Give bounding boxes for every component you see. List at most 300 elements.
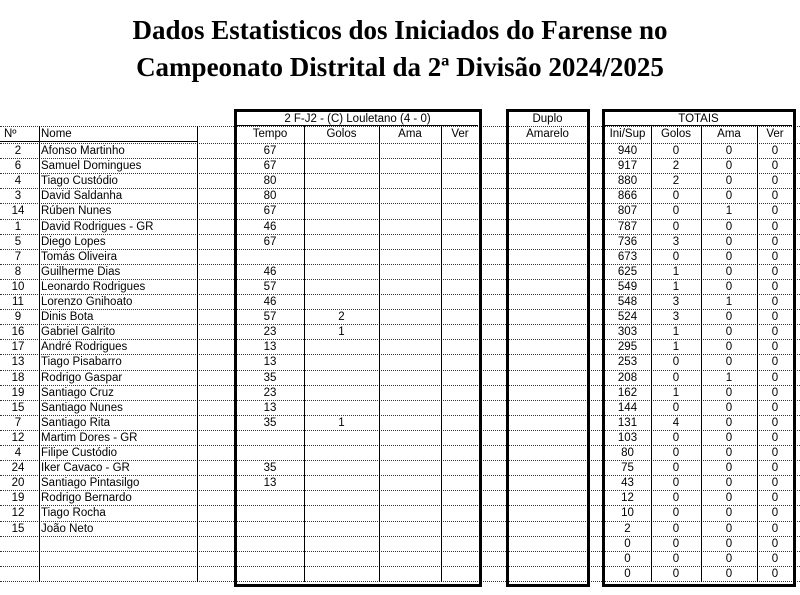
player-name: João Neto — [41, 522, 94, 535]
ama-value — [380, 280, 440, 295]
ama-value — [380, 310, 440, 325]
totais-box-right — [793, 109, 796, 584]
ama-value — [380, 340, 440, 355]
tempo-value: 67 — [263, 235, 277, 248]
ama-value — [380, 174, 440, 189]
row-number — [4, 567, 32, 582]
player-name: Tomás Oliveira — [41, 250, 118, 263]
duplo-box-left — [506, 109, 509, 584]
row-separator — [0, 460, 800, 461]
ama-value — [380, 159, 440, 174]
col-divider — [441, 126, 442, 582]
total-ama: 0 — [725, 386, 733, 399]
ver-value — [442, 461, 478, 476]
total-ini-sup: 131 — [617, 416, 638, 429]
duplo-header-2: Amarelo — [526, 128, 569, 140]
player-name: Diego Lopes — [41, 235, 106, 248]
total-golos: 4 — [672, 416, 680, 429]
total-golos: 1 — [672, 265, 680, 278]
total-golos: 3 — [672, 235, 680, 248]
total-ini-sup: 917 — [617, 160, 638, 173]
player-name: Tiago Rocha — [41, 507, 106, 520]
totais-box-bottom — [602, 584, 796, 587]
ver-value — [442, 416, 478, 431]
total-ini-sup: 43 — [621, 477, 634, 490]
row-separator — [0, 415, 800, 416]
total-ver: 0 — [771, 507, 779, 520]
golos-value: 1 — [338, 326, 345, 339]
total-ama: 0 — [725, 311, 733, 324]
total-golos: 0 — [672, 507, 680, 520]
total-ini-sup: 103 — [617, 431, 638, 444]
player-name: Rúben Nunes — [41, 205, 112, 218]
duplo-header-1: Duplo — [532, 113, 563, 125]
header-rule — [0, 141, 198, 142]
total-golos: 0 — [672, 537, 680, 550]
row-number: 1 — [14, 220, 22, 233]
total-ama: 1 — [725, 205, 733, 218]
match-box-bottom — [234, 584, 482, 587]
ver-value — [442, 310, 478, 325]
totais-box-left — [602, 109, 605, 584]
total-ini-sup: 548 — [617, 296, 638, 308]
golos-value: 1 — [338, 416, 345, 429]
golos-value — [305, 355, 378, 370]
row-number: 14 — [11, 205, 25, 218]
total-ver: 0 — [771, 477, 779, 490]
golos-value — [305, 159, 378, 174]
total-ver: 0 — [771, 341, 779, 354]
tempo-value: 13 — [263, 477, 277, 490]
row-separator — [0, 521, 800, 522]
player-name: Rodrigo Bernardo — [41, 492, 132, 505]
ama-value — [380, 401, 440, 416]
row-number — [4, 552, 32, 567]
ver-value — [442, 204, 478, 219]
total-ama: 0 — [725, 416, 733, 429]
golos-value — [305, 295, 378, 310]
total-golos: 0 — [672, 250, 680, 263]
golos-value — [305, 204, 378, 219]
row-number: 19 — [11, 492, 25, 505]
row-separator — [0, 551, 800, 552]
ver-value — [442, 506, 478, 521]
total-ver: 0 — [771, 296, 779, 308]
total-golos: 0 — [672, 447, 680, 459]
golos-value — [305, 250, 378, 265]
ver-value — [442, 371, 478, 386]
total-ini-sup: 12 — [621, 492, 634, 505]
player-name: Filipe Custódio — [41, 447, 118, 459]
tempo-value: 35 — [263, 416, 277, 429]
total-golos: 0 — [672, 145, 680, 157]
total-ver: 0 — [771, 567, 779, 580]
total-golos: 1 — [672, 386, 680, 399]
total-ini-sup: 524 — [617, 311, 638, 324]
header-total-golos: Golos — [660, 128, 692, 140]
total-ini-sup: 787 — [617, 220, 638, 233]
golos-value — [305, 280, 378, 295]
ver-value — [442, 280, 478, 295]
total-ini-sup: 75 — [621, 462, 634, 475]
row-separator — [0, 536, 800, 537]
tempo-value: 35 — [263, 371, 277, 384]
total-ini-sup: 253 — [617, 356, 638, 369]
col-divider — [197, 126, 198, 582]
ver-value — [442, 552, 478, 567]
col-divider — [379, 126, 380, 582]
player-name: David Saldanha — [41, 190, 123, 203]
match-box-top — [234, 109, 482, 112]
total-ini-sup: 10 — [621, 507, 634, 520]
ver-value — [442, 189, 478, 204]
row-separator — [0, 385, 800, 386]
total-ama: 0 — [725, 175, 733, 188]
ama-value — [380, 325, 440, 340]
row-number: 6 — [14, 160, 22, 173]
total-golos: 0 — [672, 220, 680, 233]
row-separator — [0, 203, 800, 204]
tempo-value — [237, 250, 303, 265]
row-separator — [0, 279, 800, 280]
tempo-value: 80 — [263, 190, 277, 203]
total-golos: 0 — [672, 190, 680, 203]
tempo-value: 13 — [263, 356, 277, 369]
total-ama: 0 — [725, 341, 733, 354]
total-golos: 1 — [672, 280, 680, 293]
tempo-value: 23 — [263, 386, 277, 399]
player-name: Santiago Cruz — [41, 386, 114, 399]
row-separator — [0, 249, 800, 250]
total-ama: 0 — [725, 280, 733, 293]
ver-value — [442, 144, 478, 159]
total-ver: 0 — [771, 205, 779, 218]
total-ver: 0 — [771, 386, 779, 399]
row-number: 11 — [12, 296, 24, 308]
ver-value — [442, 537, 478, 552]
golos-value — [305, 461, 378, 476]
col-divider — [701, 126, 702, 582]
col-divider — [304, 126, 305, 582]
golos-value — [305, 446, 378, 461]
total-ama: 0 — [725, 567, 733, 580]
player-name — [41, 567, 195, 582]
tempo-value: 67 — [263, 145, 277, 157]
header-num: Nº — [4, 128, 17, 140]
row-separator — [0, 400, 800, 401]
golos-value — [305, 431, 378, 446]
total-ini-sup: 162 — [617, 386, 638, 399]
player-name: Martim Dores - GR — [41, 431, 138, 444]
ama-value — [380, 476, 440, 491]
player-name — [41, 552, 195, 567]
golos-value — [305, 174, 378, 189]
row-separator — [0, 219, 800, 220]
total-ver: 0 — [771, 447, 779, 459]
golos-value — [305, 491, 378, 506]
ama-value — [380, 144, 440, 159]
row-separator — [0, 354, 800, 355]
total-ama: 0 — [725, 220, 733, 233]
player-name: Santiago Rita — [41, 416, 111, 429]
tempo-value — [237, 431, 303, 446]
total-ver: 0 — [771, 265, 779, 278]
ver-value — [442, 174, 478, 189]
ama-value — [380, 416, 440, 431]
header-rule — [605, 125, 792, 126]
ama-value — [380, 522, 440, 537]
total-ver: 0 — [771, 401, 779, 414]
totais-box-top — [602, 109, 796, 112]
total-ver: 0 — [771, 552, 779, 565]
total-ver: 0 — [771, 145, 779, 157]
golos-value — [305, 220, 378, 235]
header-ver: Ver — [451, 128, 469, 140]
golos-value — [305, 476, 378, 491]
tempo-value: 57 — [263, 311, 277, 324]
duplo-box-top — [506, 109, 590, 112]
ama-value — [380, 355, 440, 370]
total-ver: 0 — [771, 431, 779, 444]
total-ver: 0 — [771, 250, 779, 263]
ver-value — [442, 386, 478, 401]
row-number: 24 — [11, 462, 25, 475]
row-number: 9 — [14, 311, 22, 324]
row-separator — [0, 264, 800, 265]
golos-value: 2 — [338, 311, 345, 324]
row-separator — [0, 188, 800, 189]
ver-value — [442, 431, 478, 446]
total-ama: 0 — [725, 477, 733, 490]
row-number: 3 — [14, 190, 22, 203]
player-name: Lorenzo Gnihoato — [41, 296, 133, 308]
ver-value — [442, 295, 478, 310]
duplo-box-right — [587, 109, 590, 584]
page-title-line-2: Campeonato Distrital da 2ª Divisão 2024/2025 — [136, 52, 664, 82]
player-name: Dinis Bota — [41, 311, 94, 324]
total-golos: 3 — [672, 311, 680, 324]
ama-value — [380, 461, 440, 476]
row-separator — [0, 370, 800, 371]
total-golos: 0 — [672, 477, 680, 490]
player-name: Santiago Nunes — [41, 401, 123, 414]
total-ver: 0 — [771, 311, 779, 324]
row-separator — [0, 324, 800, 325]
col-divider — [651, 126, 652, 582]
total-ama: 0 — [725, 537, 733, 550]
total-ver: 0 — [771, 522, 779, 535]
total-ini-sup: 0 — [624, 567, 631, 580]
row-number: 13 — [11, 356, 25, 369]
ama-value — [380, 537, 440, 552]
ama-value — [380, 506, 440, 521]
total-ama: 0 — [725, 522, 733, 535]
player-name: Afonso Martinho — [41, 145, 125, 157]
tempo-value: 46 — [263, 220, 277, 233]
row-separator — [0, 430, 800, 431]
total-ini-sup: 2 — [624, 522, 631, 535]
header-tempo: Tempo — [252, 128, 288, 140]
total-ver: 0 — [771, 160, 779, 173]
tempo-value — [237, 567, 303, 582]
total-golos: 0 — [672, 567, 680, 580]
total-ama: 0 — [725, 190, 733, 203]
row-number: 17 — [11, 341, 25, 354]
header-total-ver: Ver — [766, 128, 784, 140]
tempo-value: 57 — [263, 280, 277, 293]
match-header: 2 F-J2 - (C) Louletano (4 - 0) — [284, 113, 431, 125]
ama-value — [380, 235, 440, 250]
tempo-value — [237, 491, 303, 506]
total-ini-sup: 295 — [617, 341, 638, 354]
row-number: 15 — [11, 401, 25, 414]
total-ama: 1 — [725, 371, 733, 384]
row-number: 20 — [11, 477, 25, 490]
total-ini-sup: 807 — [617, 205, 638, 218]
total-ver: 0 — [771, 462, 779, 475]
player-name — [41, 537, 195, 552]
golos-value — [305, 537, 378, 552]
ama-value — [380, 552, 440, 567]
header-ama: Ama — [398, 128, 422, 140]
row-separator — [0, 143, 800, 144]
ver-value — [442, 567, 478, 582]
ver-value — [442, 159, 478, 174]
ver-value — [442, 355, 478, 370]
row-number: 5 — [14, 235, 22, 248]
ama-value — [380, 204, 440, 219]
ama-value — [380, 386, 440, 401]
golos-value — [305, 522, 378, 537]
header-total-ama: Ama — [717, 128, 741, 140]
total-ver: 0 — [771, 175, 779, 188]
ama-value — [380, 371, 440, 386]
total-ver: 0 — [771, 537, 779, 550]
golos-value — [305, 340, 378, 355]
total-ama: 0 — [725, 235, 733, 248]
golos-value — [305, 371, 378, 386]
total-ver: 0 — [771, 492, 779, 505]
duplo-box-bottom — [506, 584, 590, 587]
ama-value — [380, 189, 440, 204]
tempo-value — [237, 446, 303, 461]
row-number: 12 — [11, 507, 25, 520]
row-separator — [0, 158, 800, 159]
total-ama: 0 — [725, 447, 733, 459]
golos-value — [305, 552, 378, 567]
total-golos: 0 — [672, 401, 680, 414]
tempo-value: 46 — [263, 265, 277, 278]
total-ama: 0 — [725, 492, 733, 505]
tempo-value: 35 — [263, 462, 277, 475]
golos-value — [305, 506, 378, 521]
ama-value — [380, 250, 440, 265]
header-golos: Golos — [326, 128, 357, 140]
ama-value — [380, 446, 440, 461]
total-ini-sup: 736 — [617, 235, 638, 248]
row-separator — [0, 309, 800, 310]
row-number: 12 — [11, 431, 25, 444]
total-ama: 0 — [725, 507, 733, 520]
page-title-line-1: Dados Estatisticos dos Iniciados do Farense no — [132, 15, 668, 45]
tempo-value: 23 — [263, 326, 277, 339]
total-golos: 2 — [672, 175, 680, 188]
match-box-right — [479, 109, 482, 584]
player-name: Santiago Pintasilgo — [41, 477, 140, 490]
total-ver: 0 — [771, 235, 779, 248]
total-ini-sup: 625 — [617, 265, 638, 278]
row-number: 10 — [11, 280, 25, 293]
tempo-value: 13 — [263, 341, 277, 354]
total-ver: 0 — [771, 356, 779, 369]
total-ama: 0 — [725, 431, 733, 444]
tempo-value — [237, 506, 303, 521]
tempo-value — [237, 537, 303, 552]
golos-value — [305, 386, 378, 401]
golos-value — [305, 567, 378, 582]
total-ama: 0 — [725, 462, 733, 475]
total-ini-sup: 144 — [617, 401, 638, 414]
header-ini-sup: Ini/Sup — [609, 128, 646, 140]
ama-value — [380, 265, 440, 280]
ver-value — [442, 491, 478, 506]
ama-value — [380, 295, 440, 310]
row-separator — [0, 475, 800, 476]
tempo-value: 80 — [263, 175, 277, 188]
row-separator — [0, 505, 800, 506]
golos-value — [305, 189, 378, 204]
total-ver: 0 — [771, 220, 779, 233]
total-ver: 0 — [771, 416, 779, 429]
tempo-value: 67 — [263, 205, 277, 218]
total-golos: 0 — [672, 462, 680, 475]
ver-value — [442, 220, 478, 235]
ver-value — [442, 401, 478, 416]
row-number — [4, 537, 32, 552]
player-name: David Rodrigues - GR — [41, 220, 154, 233]
total-ver: 0 — [771, 280, 779, 293]
row-separator — [0, 234, 800, 235]
golos-value — [305, 144, 378, 159]
row-number: 18 — [11, 371, 25, 384]
total-ini-sup: 673 — [617, 250, 638, 263]
row-number: 15 — [11, 522, 25, 535]
row-number: 7 — [14, 416, 22, 429]
total-ama: 0 — [725, 401, 733, 414]
ver-value — [442, 235, 478, 250]
total-ver: 0 — [771, 190, 779, 203]
ver-value — [442, 476, 478, 491]
total-ini-sup: 208 — [617, 371, 638, 384]
ama-value — [380, 220, 440, 235]
ver-value — [442, 522, 478, 537]
match-box-left — [234, 109, 237, 584]
ver-value — [442, 265, 478, 280]
tempo-value: 13 — [263, 401, 277, 414]
total-golos: 0 — [672, 431, 680, 444]
total-golos: 0 — [672, 552, 680, 565]
total-golos: 0 — [672, 522, 680, 535]
player-name: André Rodrigues — [41, 341, 128, 354]
total-ama: 0 — [725, 552, 733, 565]
total-ini-sup: 303 — [617, 326, 638, 339]
row-number: 16 — [11, 326, 25, 339]
total-ini-sup: 0 — [624, 537, 631, 550]
row-separator — [0, 581, 800, 582]
player-name: Tiago Pisabarro — [41, 356, 122, 369]
total-golos: 0 — [672, 356, 680, 369]
total-golos: 0 — [672, 205, 680, 218]
